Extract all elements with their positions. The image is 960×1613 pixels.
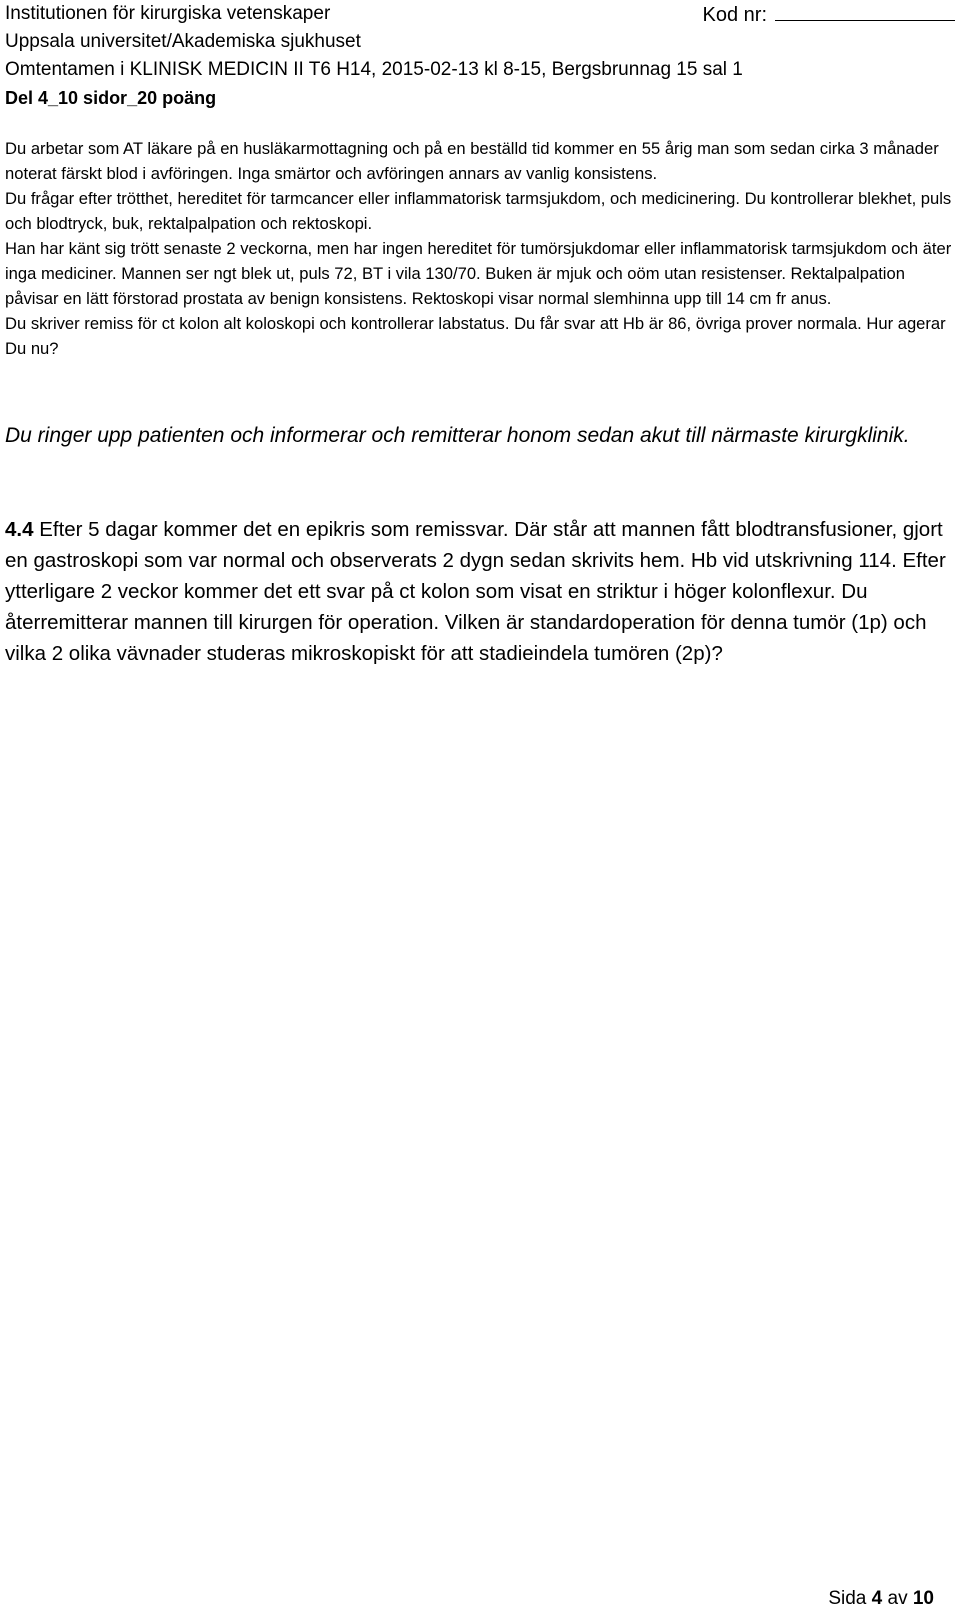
code-number-field (703, 0, 955, 29)
footer-sida: Sida (828, 1588, 867, 1609)
question-text: Efter 5 dagar kommer det en epikris som remissvar. Där står att mannen fått blodtransfusioner, gjort en gastroskopi som var normal och observerats 2 dygn sedan skrivits hem. Hb vid utskrivning 114. Efter ytterligare 2 veckor kommer det ett svar på ct kolon som visat en striktur i höger kolonflexur. Du återremitterar mannen till kirurgen för operation. Vilken är standardoperation för denna tumör (1p) och vilka 2 olika vävnader studeras mikroskopiskt för att stadieindela tumören (2p)? (5, 518, 946, 665)
section-title: Del 4_10 sidor_20 poäng (5, 88, 217, 108)
footer-av: av (887, 1588, 908, 1609)
case-paragraph-4: Du skriver remiss för ct kolon alt koloskopi och kontrollerar labstatus. Du får svar att Hb är 86, övriga prover normala. Hur agerar Du nu? (5, 314, 946, 358)
code-number-label: Kod nr: (702, 4, 767, 26)
question-4-4 (5, 514, 955, 669)
exam-title: Omtentamen i KLINISK MEDICIN II T6 H14, 2015-02-13 kl 8-15, Bergsbrunnag 15 sal 1 (5, 59, 743, 80)
footer-page-number: 4 (871, 1588, 883, 1609)
question-number: 4.4 (5, 518, 34, 541)
page-header (5, 0, 955, 112)
university-name: Uppsala universitet/Akademiska sjukhuset (5, 31, 361, 52)
code-number-blank[interactable] (775, 0, 955, 21)
case-description (5, 136, 955, 361)
page-footer (828, 1587, 934, 1611)
answer-text: Du ringer upp patienten och informerar och remitterar honom sedan akut till närmaste kirurgklinik. (5, 424, 910, 447)
footer-total-pages: 10 (912, 1588, 934, 1609)
case-paragraph-2: Du frågar efter trötthet, hereditet för tarmcancer eller inflammatorisk tarmsjukdom, och medicinering. Du kontrollerar blekhet, puls och blodtryck, buk, rektalpalpation och rektoskopi. (5, 189, 952, 233)
case-paragraph-3: Han har känt sig trött senaste 2 veckorna, men har ingen hereditet för tumörsjukdomar eller inflammatorisk tarmsjukdom och äter inga mediciner. Mannen ser ngt blek ut, puls 72, BT i vila 130/70. Buken är mjuk och oöm utan resistenser. Rektalpalpation påvisar en lätt förstorad prostata av benign konsistens. Rektoskopi visar normal slemhinna upp till 14 cm fr anus. (5, 239, 952, 308)
case-paragraph-1: Du arbetar som AT läkare på en husläkarmottagning och på en beställd tid kommer en 55 årig man som sedan cirka 3 månader noterat färskt blod i avföringen. Inga smärtor och avföringen annars av vanlig konsistens. (5, 139, 939, 183)
institution-name: Institutionen för kirurgiska vetenskaper (5, 3, 331, 24)
